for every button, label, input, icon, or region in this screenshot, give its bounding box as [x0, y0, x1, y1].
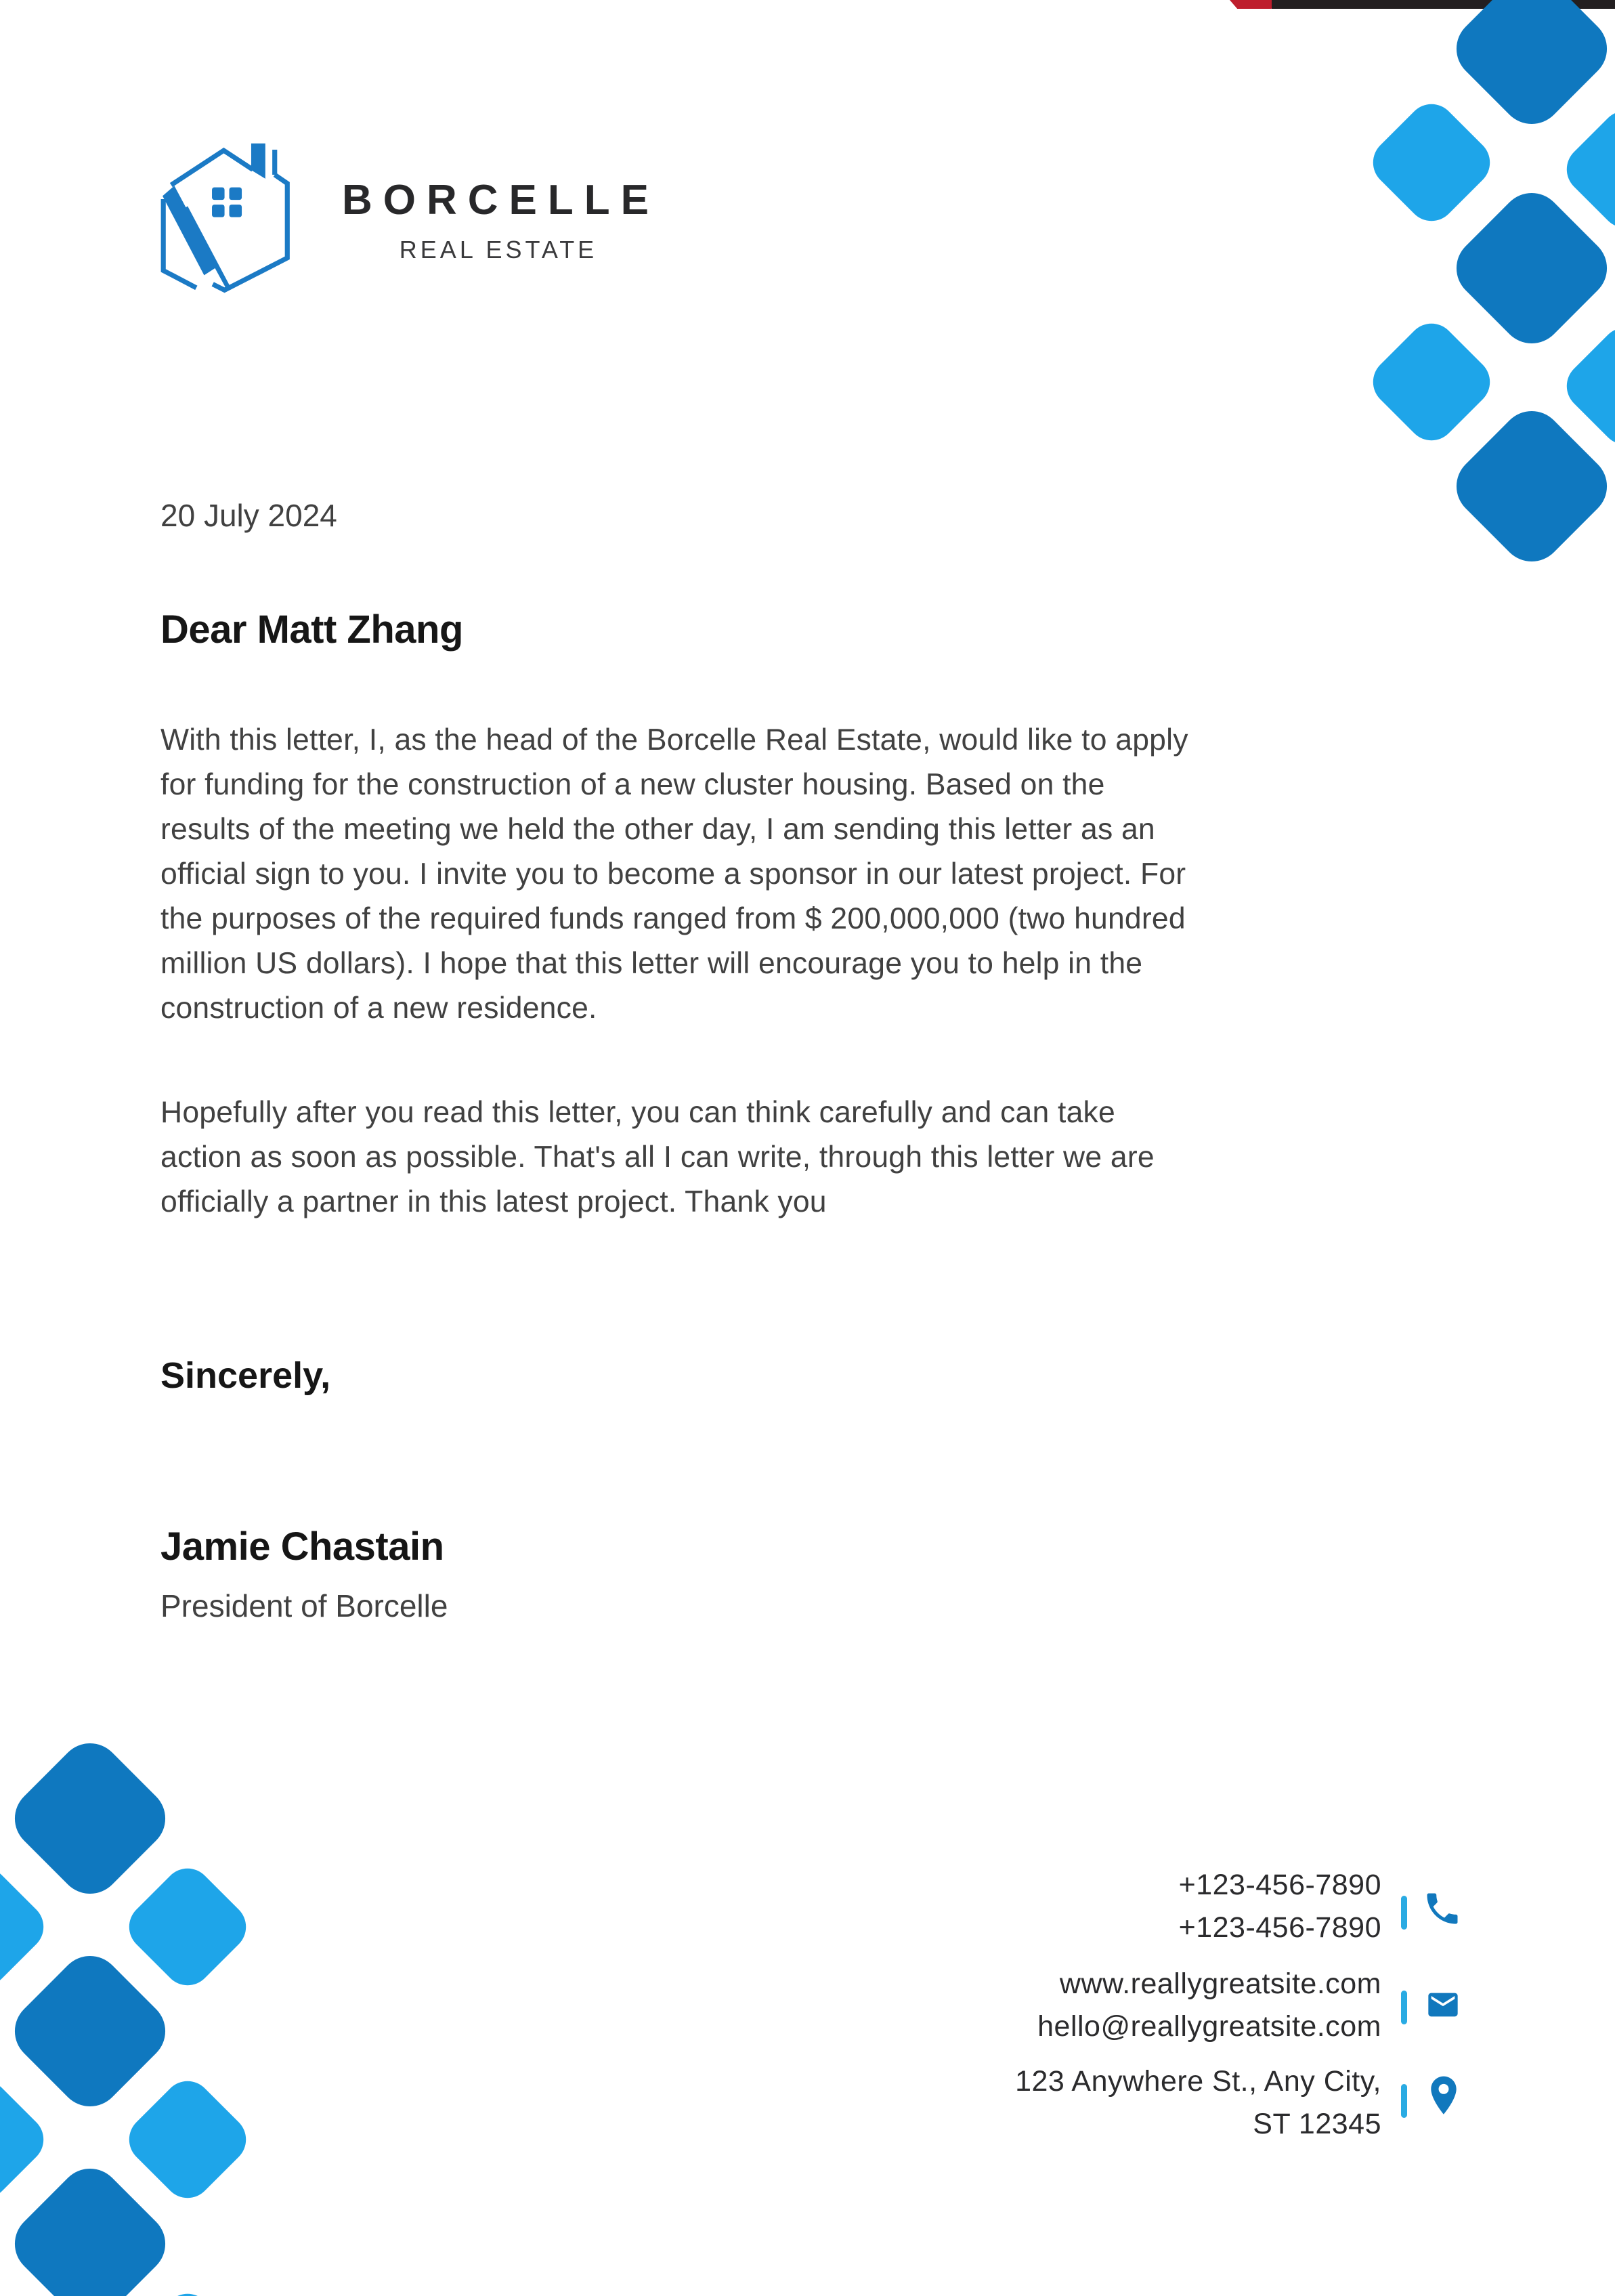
- text-line: the purposes of the required funds ranged from $ 200,000,000 (two hundred: [160, 902, 1186, 935]
- text-line: action as soon as possible. That's all I can write, through this letter we are: [160, 1141, 1155, 1174]
- decor-diamond-light: [119, 2284, 256, 2296]
- decor-diamond-light: [119, 2071, 256, 2208]
- text-line: With this letter, I, as the head of the Borcelle Real Estate, would like to apply: [160, 723, 1188, 757]
- decor-diamond-light: [0, 1858, 53, 1995]
- text-line: Hopefully after you read this letter, you can think carefully and can take: [160, 1096, 1115, 1129]
- decor-diamond-dark: [2, 1730, 178, 1907]
- text-line: www.reallygreatsite.com: [1059, 1968, 1381, 2000]
- signature-title: President of Borcelle: [160, 1588, 448, 1623]
- decor-diamond-light: [119, 1858, 256, 1995]
- contact-address-lines: [1015, 2060, 1381, 2146]
- mail-icon: [1423, 1987, 1463, 2022]
- contact-divider-tick: [1401, 1991, 1407, 2024]
- phone-icon: [1422, 1888, 1463, 1929]
- letter-paragraph: [160, 1090, 1155, 1225]
- brand-name: BORCELLE: [342, 177, 660, 224]
- contact-phone-lines: [1179, 1864, 1381, 1949]
- contact-web-email-lines: [1037, 1963, 1381, 2048]
- contact-divider-tick: [1401, 1896, 1407, 1930]
- letter-paragraph: [160, 718, 1188, 1031]
- letter-closing: Sincerely,: [160, 1355, 331, 1396]
- text-line: officially a partner in this latest project. Thank you: [160, 1185, 827, 1218]
- text-line: +123-456-7890: [1178, 1869, 1381, 1901]
- letter-salutation: Dear Matt Zhang: [160, 608, 463, 652]
- signature-name: Jamie Chastain: [160, 1525, 444, 1569]
- text-line: 123 Anywhere St., Any City,: [1015, 2065, 1381, 2098]
- letter-date: 20 July 2024: [160, 498, 337, 533]
- house-hexagon-icon: [153, 130, 310, 293]
- text-line: results of the meeting we held the other day, I am sending this letter as an: [160, 813, 1155, 846]
- brand-tagline: REAL ESTATE: [399, 236, 598, 263]
- top-edge-red-strip: [1230, 0, 1277, 9]
- decor-diamond-light: [1363, 94, 1500, 231]
- contact-divider-tick: [1401, 2084, 1407, 2118]
- text-line: ST 12345: [1253, 2108, 1381, 2140]
- decor-diamond-dark: [1444, 398, 1615, 574]
- decor-diamond-light: [0, 2071, 53, 2208]
- location-pin-icon: [1425, 2072, 1463, 2121]
- text-line: +123-456-7890: [1178, 1911, 1381, 1944]
- decor-diamond-dark: [1444, 180, 1615, 356]
- text-line: hello@reallygreatsite.com: [1037, 2010, 1381, 2043]
- text-line: official sign to you. I invite you to become a sponsor in our latest project. For: [160, 857, 1186, 891]
- decor-diamond-dark: [1444, 0, 1615, 137]
- decor-diamond-dark: [2, 2156, 178, 2296]
- text-line: million US dollars). I hope that this letter will encourage you to help in the: [160, 947, 1143, 980]
- text-line: for funding for the construction of a new cluster housing. Based on the: [160, 768, 1105, 801]
- decor-diamond-light: [1363, 314, 1500, 450]
- decor-diamond-dark: [2, 1943, 178, 2119]
- text-line: construction of a new residence.: [160, 992, 597, 1025]
